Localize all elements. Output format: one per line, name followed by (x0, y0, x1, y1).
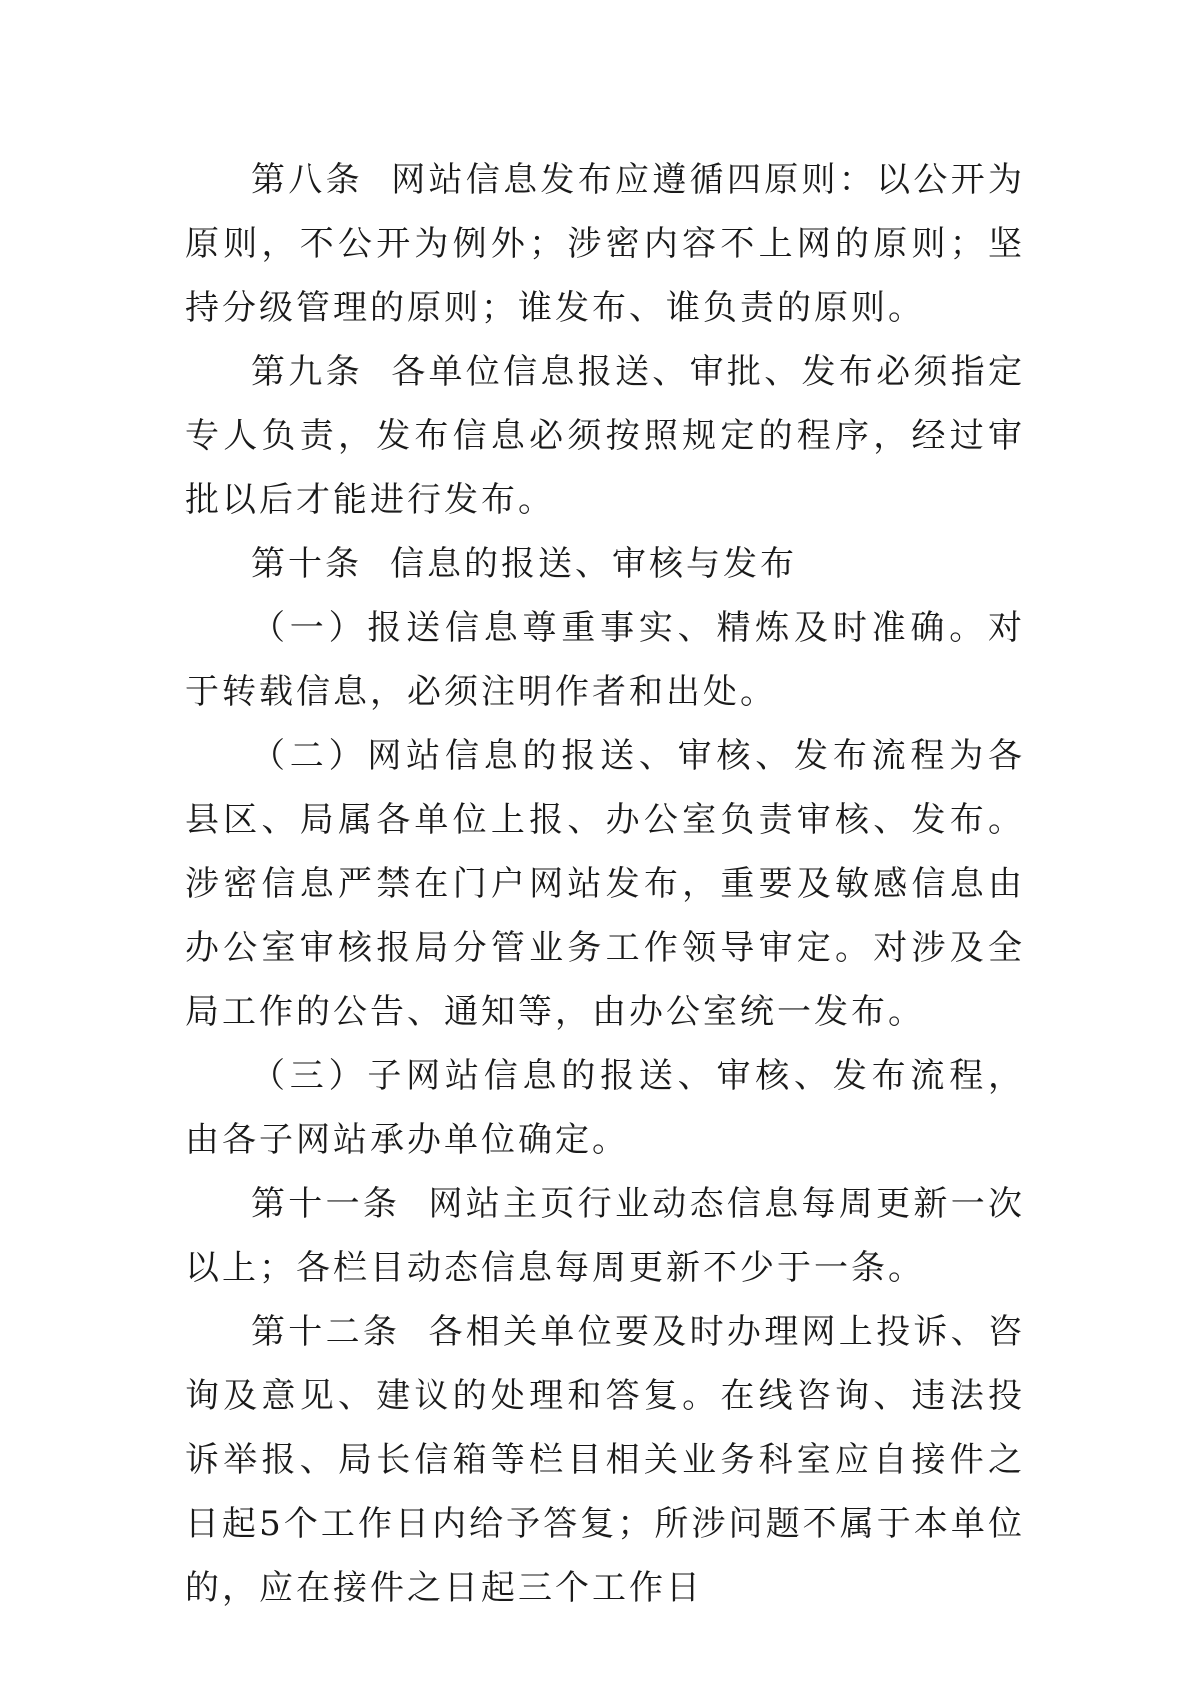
article-text: 各单位信息报送、审批、发布必须指定专人负责，发布信息必须按照规定的程序，经过审批以后才能进行发布。 (185, 352, 1026, 520)
clause-text: （二）网站信息的报送、审核、发布流程为各县区、局属各单位上报、办公室负责审核、发布。涉密信息严禁在门户网站发布，重要及敏感信息由办公室审核报局分管业务工作领导审定。对涉及全局工作的公告、通知等，由办公室统一发布。 (185, 736, 1025, 1032)
article-12 (185, 1300, 1025, 1620)
clause-3 (185, 1044, 1025, 1172)
article-label: 第十一条 (251, 1184, 401, 1224)
article-11 (185, 1172, 1025, 1300)
article-text: 网站主页行业动态信息每周更新一次以上；各栏目动态信息每周更新不少于一条。 (185, 1184, 1026, 1288)
article-10 (185, 532, 1025, 596)
clause-1 (185, 596, 1025, 724)
article-label: 第九条 (251, 352, 363, 392)
article-text: 各相关单位要及时办理网上投诉、咨询及意见、建议的处理和答复。在线咨询、违法投诉举报、局长信箱等栏目相关业务科室应自接件之日起5个工作日内给予答复；所涉问题不属于本单位的，应在接件之日起三个工作日 (185, 1312, 1026, 1608)
article-text: 网站信息发布应遵循四原则：以公开为原则，不公开为例外；涉密内容不上网的原则；坚持分级管理的原则；谁发布、谁负责的原则。 (185, 160, 1026, 328)
article-label: 第八条 (251, 160, 363, 200)
article-label: 第十二条 (251, 1312, 401, 1352)
clause-text: （一）报送信息尊重事实、精炼及时准确。对于转载信息，必须注明作者和出处。 (185, 608, 1025, 712)
article-9 (185, 340, 1025, 532)
clause-text: （三）子网站信息的报送、审核、发布流程，由各子网站承办单位确定。 (185, 1056, 1025, 1160)
article-text: 信息的报送、审核与发布 (390, 544, 797, 584)
article-label: 第十条 (251, 544, 362, 584)
article-8 (185, 148, 1025, 340)
document-page (185, 148, 1025, 1620)
clause-2 (185, 724, 1025, 1044)
